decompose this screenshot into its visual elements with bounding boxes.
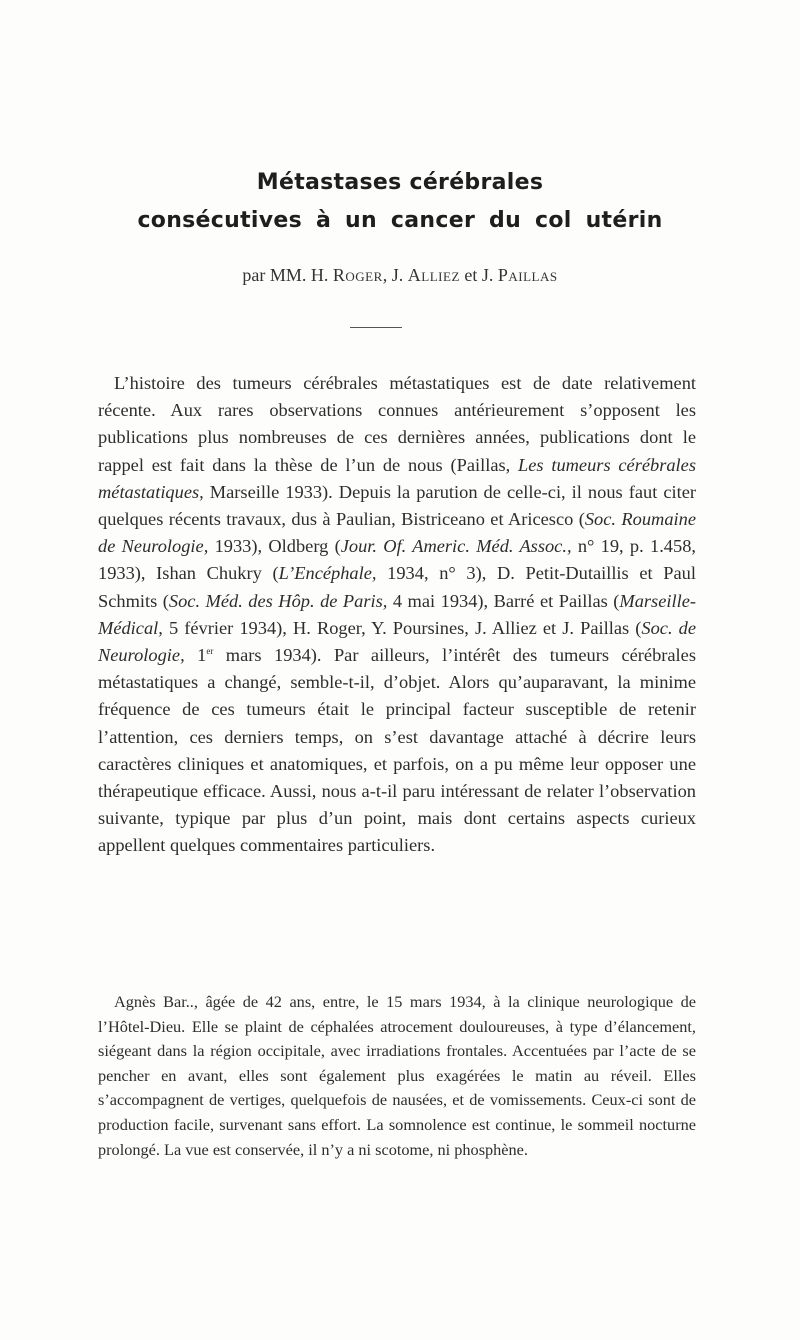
text-run: L’histoire des tumeurs cérébrales métastatiques est de date relativement récente. Aux rares observations connues antérieurement s’opposent les publications plus nombreuses de ces dernières années, publications dont le rappel est fait dans la thèse de l’un de nous (Paillas,: [98, 373, 696, 475]
introduction-paragraph: [98, 370, 696, 860]
text-run: Marseille 1933). Depuis la parution de celle-ci, il nous faut citer quelques récents travaux, dus à Paulian, Bistriceano et Aricesco (: [98, 481, 696, 530]
citation-title: Soc. Méd. des Hôp. de Paris,: [168, 590, 388, 611]
text-run: mars 1934). Par ailleurs, l’intérêt des tumeurs cérébrales métastatiques a changé, semble-t-il, d’objet. Alors qu’auparavant, la minime fréquence de ces tumeurs était le principal facteur susceptible de retenir l’attention, ces derniers temps, on s’est davantage attaché à décrire leurs caractères cliniques et anatomiques, et parfois, on a pu même leur opposer une thérapeutique efficace. Aussi, nous a-t-il paru intéressant de relater l’observation suivante, typique par plus d’un point, mais dont certains aspects curieux appellent quelques commentaires particuliers.: [98, 645, 696, 856]
text-run: n° 19, p. 1.458, 1933), Ishan Chukry (: [98, 536, 696, 584]
text-run: 1: [184, 645, 207, 666]
article-title-line-1: Métastases cérébrales: [256, 170, 544, 195]
citation-title: Jour. Of. Americ. Méd. Assoc.,: [340, 536, 572, 557]
text-run: 4 mai 1934), Barré et Paillas (: [387, 590, 620, 611]
citation-title: Soc. Roumaine de Neurologie,: [98, 509, 696, 557]
ordinal-superscript: er: [206, 645, 214, 656]
byline-separator-1: , J.: [382, 265, 404, 285]
text-run: 5 février 1934), H. Roger, Y. Poursines, J. Alliez et J. Paillas (: [162, 617, 642, 638]
text-run: 1933), Oldberg (: [208, 536, 341, 557]
byline-prefix: par MM. H.: [242, 265, 329, 285]
text-run: 1934, n° 3), D. Petit-Dutaillis et Paul Schmits (: [98, 563, 696, 611]
author-alliez: Alliez: [407, 265, 460, 285]
author-roger: Roger: [332, 265, 383, 285]
article-title-line-2: consécutives à un cancer du col utérin: [137, 208, 663, 233]
author-byline: [0, 265, 800, 286]
case-report-text: Agnès Bar.., âgée de 42 ans, entre, le 15 mars 1934, à la clinique neurologique de l’Hôtel-Dieu. Elle se plaint de céphalées atrocement douloureuses, à type d’élancement, siégeant dans la région occipitale, avec irradiations frontales. Accentuées par l’acte de se pencher en avant, elles sont également plus exagérées le matin au réveil. Elles s’accompagnent de vertiges, quelquefois de nausées, et de vomissements. Ceux-ci sont de production facile, survenant sans effort. La somnolence est continue, le sommeil nocturne prolongé. La vue est conservée, il n’y a ni scotome, ni phosphène.: [98, 992, 696, 1159]
byline-separator-2: et J.: [459, 265, 494, 285]
citation-title: Marseille-Médical,: [98, 590, 696, 638]
case-report-paragraph: [98, 990, 696, 1162]
section-divider: [350, 327, 402, 328]
citation-title: L’Encéphale,: [278, 563, 377, 584]
citation-title: Soc. de Neurologie,: [98, 617, 697, 666]
citation-title: Les tumeurs cérébrales métastatiques,: [98, 454, 696, 502]
author-paillas: Paillas: [497, 265, 558, 285]
